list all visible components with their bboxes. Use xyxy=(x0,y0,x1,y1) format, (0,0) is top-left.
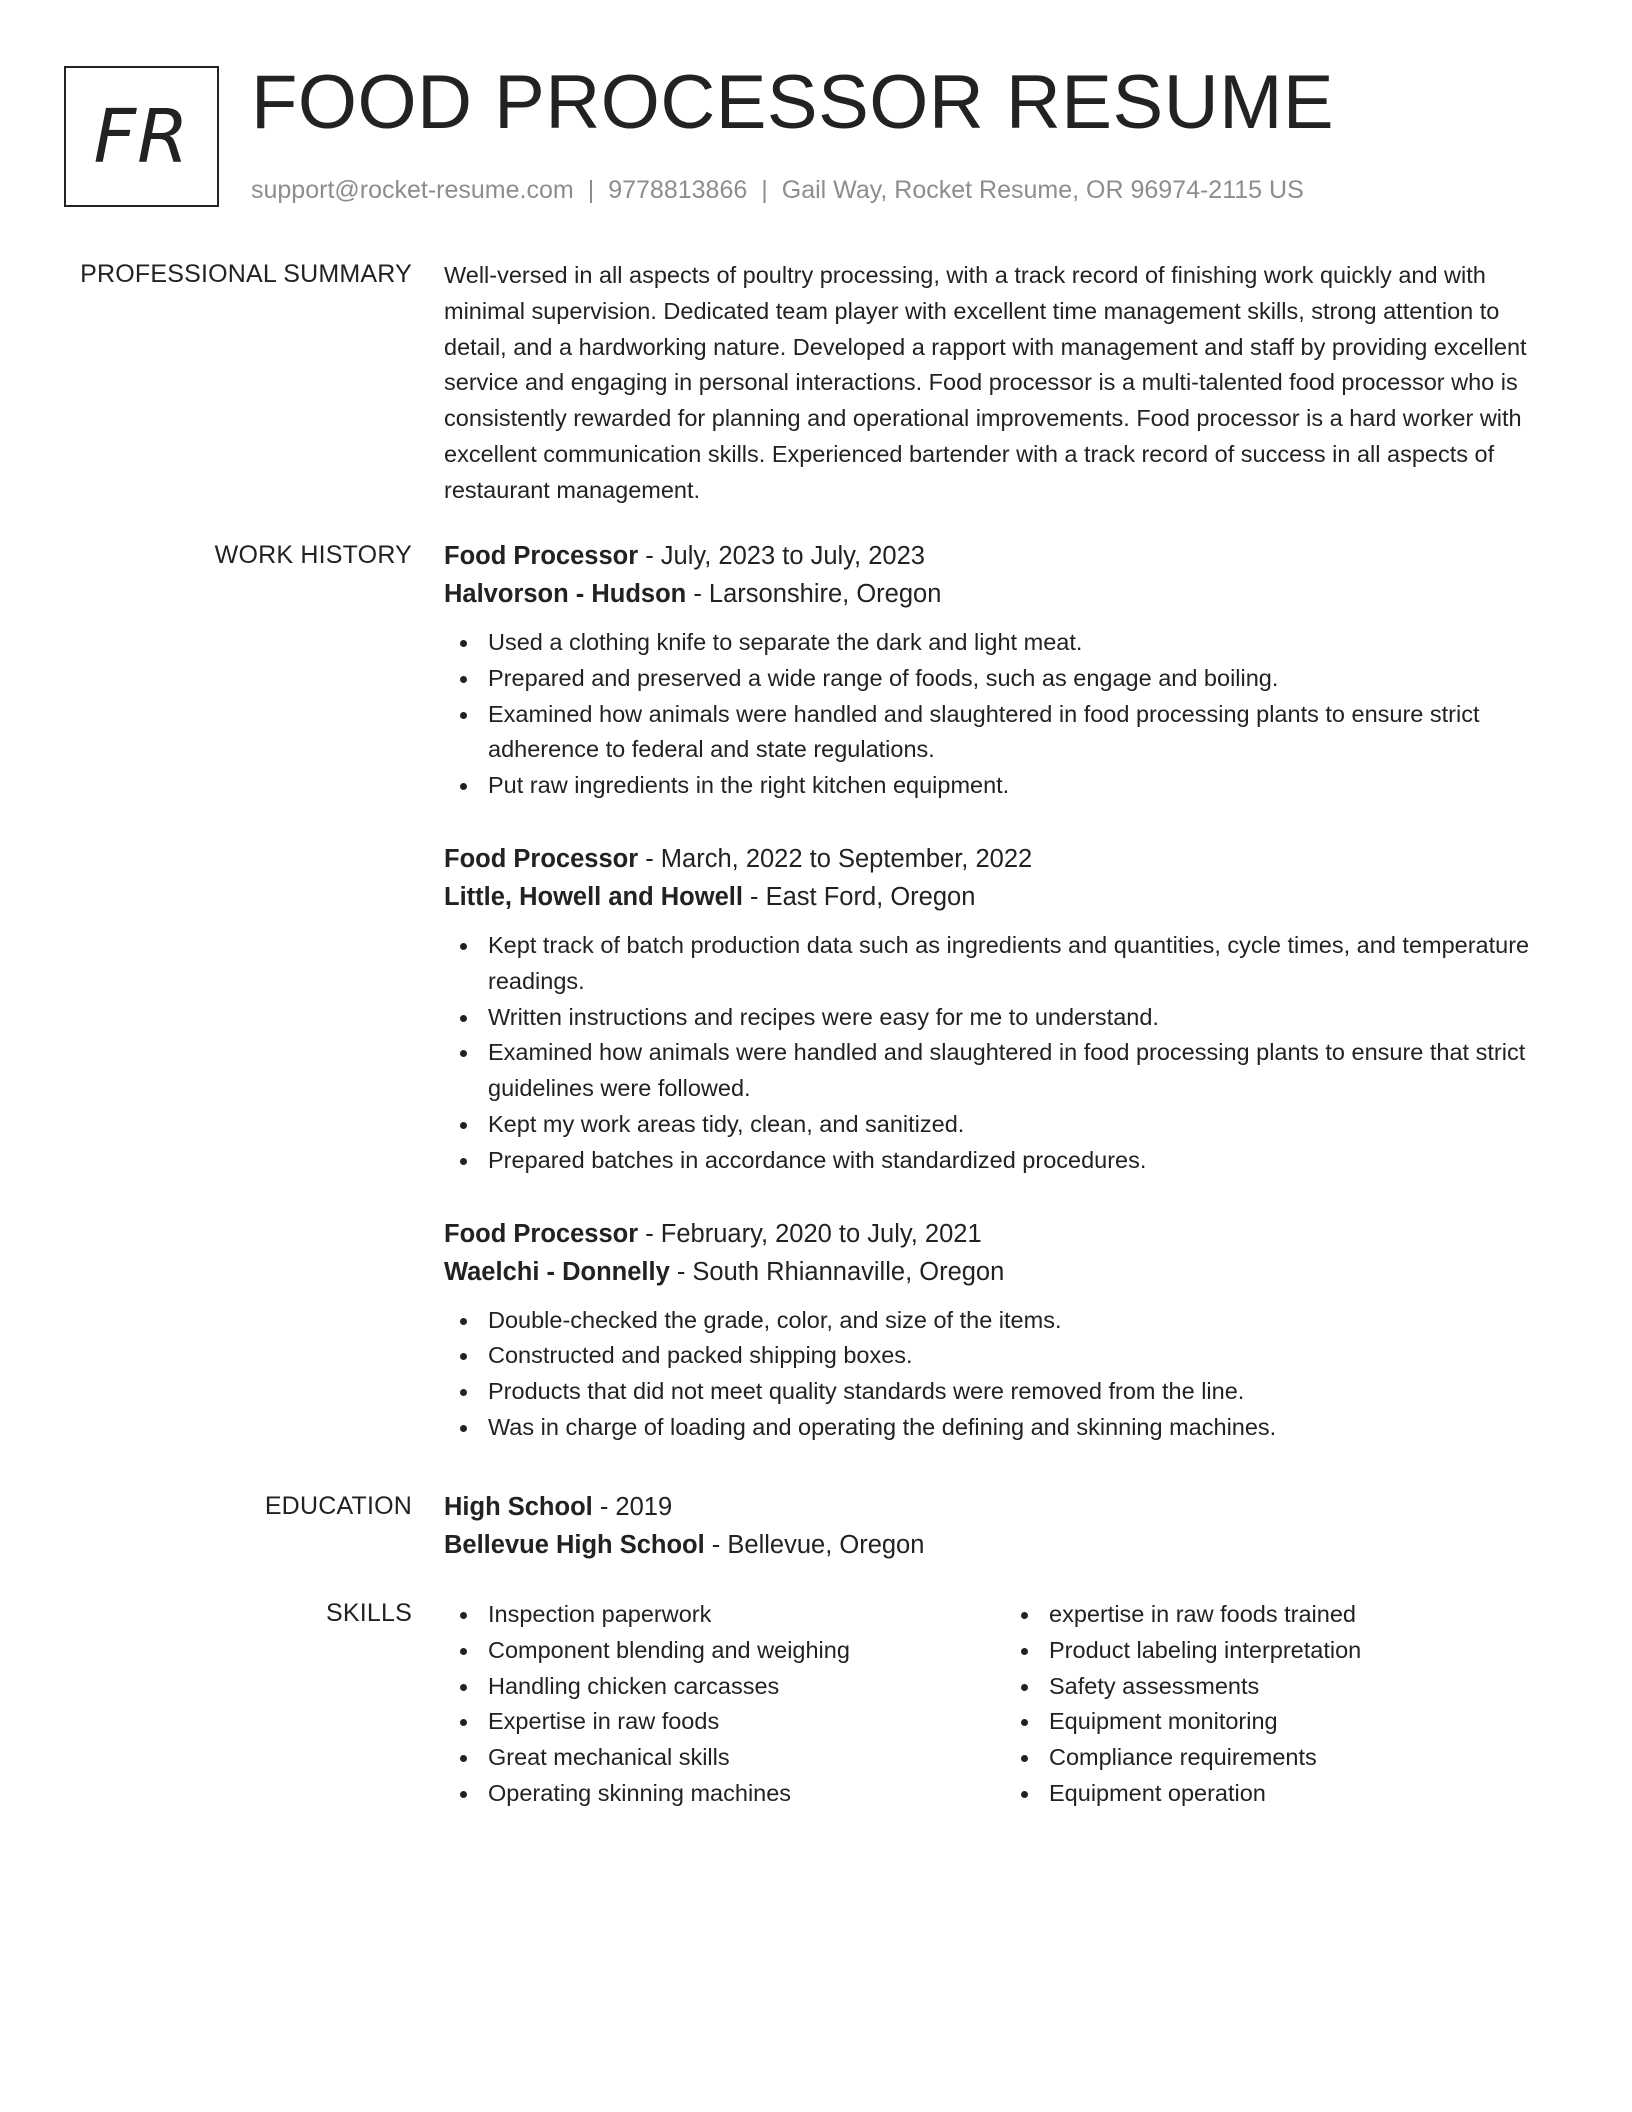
list-item: Constructed and packed shipping boxes. xyxy=(488,1338,1550,1374)
contact-email: support@rocket-resume.com xyxy=(251,176,574,204)
job-location: - East Ford, Oregon xyxy=(742,882,976,911)
list-item: Used a clothing knife to separate the dark and light meat. xyxy=(488,625,1550,661)
job-employer-line xyxy=(444,1253,1550,1291)
list-item: Expertise in raw foods xyxy=(488,1704,989,1740)
education-school: Bellevue High School xyxy=(444,1531,705,1559)
job-employer: Halvorson - Hudson xyxy=(444,580,687,608)
summary-text: Well-versed in all aspects of poultry processing, with a track record of finishing work quickly and with minimal supervision. Dedicated team player with excellent time management skills, strong attention to detail, and a hardworking nature. Developed a rapport with management and staff by providing excellent service and engaging in personal interactions. Food processor is a multi-talented food processor who is consistently rewarded for planning and operational improvements. Food processor is a hard worker with excellent communication skills. Experienced bartender with a track record of success in all aspects of restaurant management. xyxy=(444,262,1527,503)
list-item: Kept track of batch production data such as ingredients and quantities, cycle times, and temperature readings. xyxy=(488,928,1550,1000)
skills-columns xyxy=(444,1597,1550,1812)
education-school-line xyxy=(444,1526,1550,1564)
skills-heading: SKILLS xyxy=(326,1599,412,1627)
list-item: Handling chicken carcasses xyxy=(488,1669,989,1705)
job-entry xyxy=(444,1215,1550,1446)
list-item: Great mechanical skills xyxy=(488,1740,989,1776)
list-item: expertise in raw foods trained xyxy=(1049,1597,1550,1633)
list-item: Product labeling interpretation xyxy=(1049,1633,1550,1669)
education-heading: EDUCATION xyxy=(264,1492,412,1520)
skills-body xyxy=(444,1597,1550,1812)
job-dates: - March, 2022 to September, 2022 xyxy=(638,844,1033,873)
skills-list-left xyxy=(444,1597,989,1812)
education-year: - 2019 xyxy=(592,1493,673,1521)
list-item: Equipment monitoring xyxy=(1049,1704,1550,1740)
list-item: Was in charge of loading and operating the defining and skinning machines. xyxy=(488,1410,1550,1446)
job-title-line xyxy=(444,1215,1550,1253)
list-item: Component blending and weighing xyxy=(488,1633,989,1669)
summary-heading: PROFESSIONAL SUMMARY xyxy=(80,260,412,288)
contact-address: Gail Way, Rocket Resume, OR 96974-2115 US xyxy=(781,176,1304,204)
list-item: Safety assessments xyxy=(1049,1669,1550,1705)
contact-phone: 9778813866 xyxy=(608,176,748,204)
job-employer-line xyxy=(444,878,1550,916)
contact-separator: | xyxy=(587,176,595,204)
list-item: Kept my work areas tidy, clean, and sanitized. xyxy=(488,1107,1550,1143)
job-dates: - July, 2023 to July, 2023 xyxy=(638,542,925,570)
monogram-initials: FR xyxy=(93,93,190,180)
job-duties-list xyxy=(444,625,1550,804)
list-item: Written instructions and recipes were easy for me to understand. xyxy=(488,1000,1550,1036)
job-location: - South Rhiannaville, Oregon xyxy=(669,1257,1005,1286)
job-duties-list xyxy=(444,928,1550,1179)
list-item: Prepared and preserved a wide range of foods, such as engage and boiling. xyxy=(488,661,1550,697)
work-history-body xyxy=(444,537,1550,1446)
list-item: Prepared batches in accordance with standardized procedures. xyxy=(488,1143,1550,1179)
list-item: Double-checked the grade, color, and size of the items. xyxy=(488,1303,1550,1339)
job-title: Food Processor xyxy=(444,1219,639,1248)
list-item: Examined how animals were handled and slaughtered in food processing plants to ensure strict adherence to federal and state regulations. xyxy=(488,697,1550,769)
resume-title: FOOD PROCESSOR RESUME xyxy=(251,60,1335,145)
job-title-line xyxy=(444,840,1550,878)
job-title: Food Processor xyxy=(444,844,639,873)
list-item: Equipment operation xyxy=(1049,1776,1550,1812)
contact-separator: | xyxy=(761,176,768,204)
list-item: Operating skinning machines xyxy=(488,1776,989,1812)
job-entry xyxy=(444,840,1550,1179)
list-item: Put raw ingredients in the right kitchen equipment. xyxy=(488,768,1550,804)
job-entry xyxy=(444,537,1550,804)
education-body xyxy=(444,1488,1550,1564)
job-title-line xyxy=(444,537,1550,575)
list-item: Inspection paperwork xyxy=(488,1597,989,1633)
job-location: - Larsonshire, Oregon xyxy=(686,580,942,608)
job-dates: - February, 2020 to July, 2021 xyxy=(638,1219,982,1248)
education-degree: High School xyxy=(444,1493,593,1521)
job-employer-line xyxy=(444,575,1550,613)
list-item: Products that did not meet quality standards were removed from the line. xyxy=(488,1374,1550,1410)
education-location: - Bellevue, Oregon xyxy=(704,1531,925,1559)
job-employer: Waelchi - Donnelly xyxy=(444,1257,670,1286)
monogram-box xyxy=(64,66,219,207)
contact-line xyxy=(251,175,1304,205)
job-duties-list xyxy=(444,1303,1550,1446)
summary-body xyxy=(444,258,1550,509)
work-history-heading: WORK HISTORY xyxy=(214,541,412,569)
education-degree-line xyxy=(444,1488,1550,1526)
list-item: Compliance requirements xyxy=(1049,1740,1550,1776)
job-title: Food Processor xyxy=(444,542,639,570)
job-employer: Little, Howell and Howell xyxy=(444,882,743,911)
skills-list-right xyxy=(989,1597,1550,1812)
list-item: Examined how animals were handled and slaughtered in food processing plants to ensure that strict guidelines were followed. xyxy=(488,1035,1550,1107)
